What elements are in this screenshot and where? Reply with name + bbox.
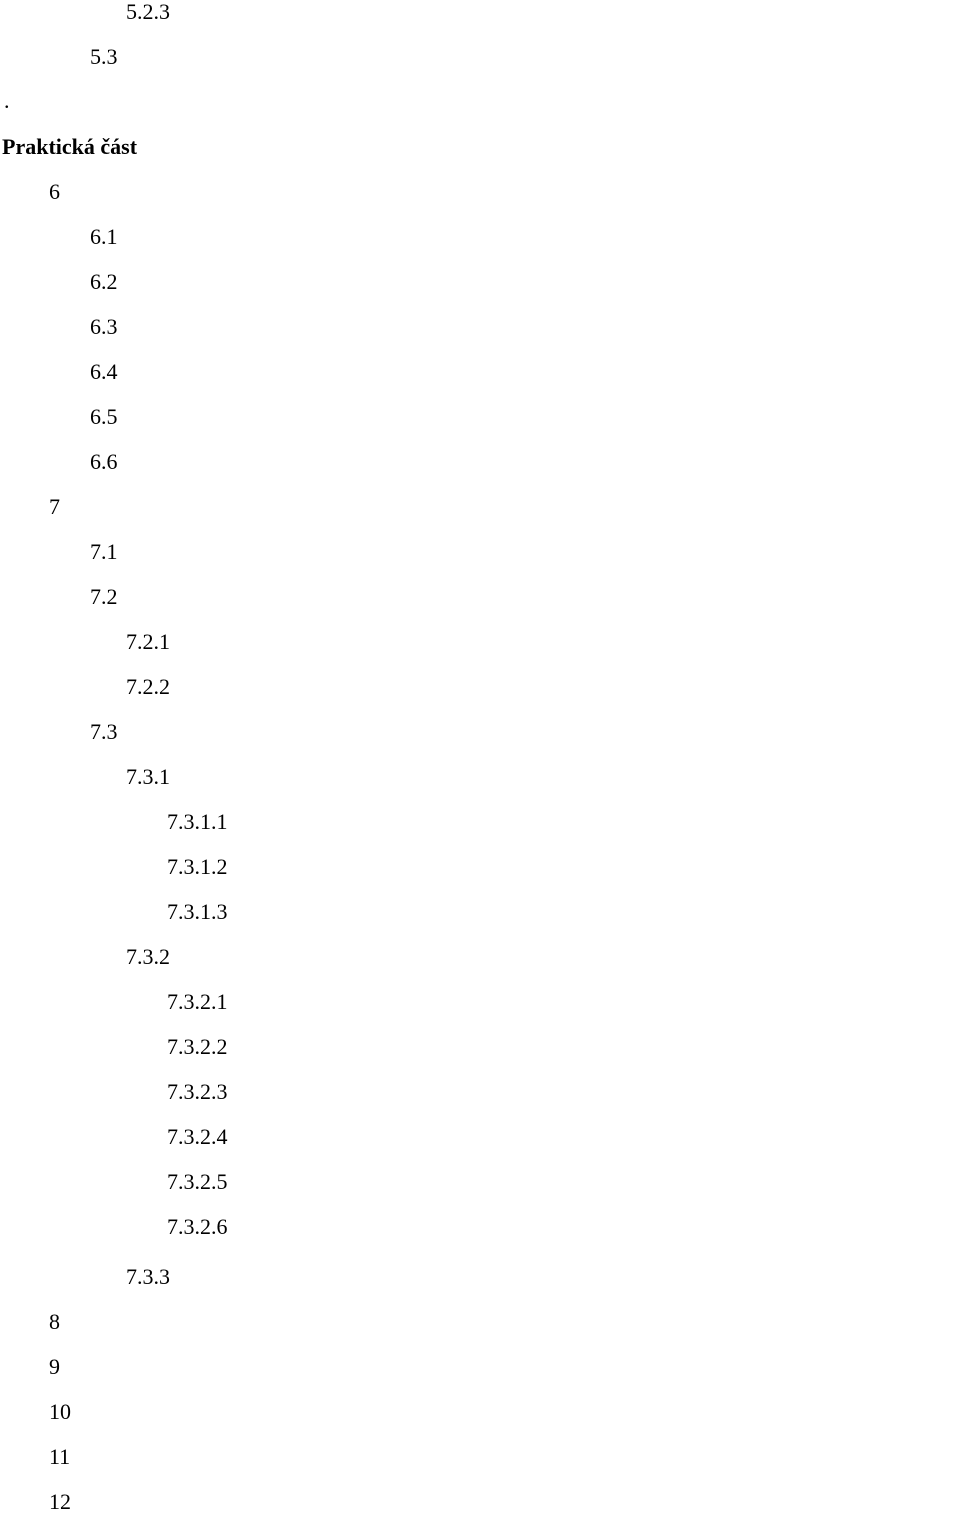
toc-number: 7.3.1.3: [167, 899, 228, 924]
toc-number: 7.1: [90, 539, 118, 564]
toc-entry: [0, 1077, 955, 1107]
toc-entry: [0, 717, 955, 747]
toc-number: 7.2.2: [126, 674, 170, 699]
toc-entry: [0, 312, 955, 342]
toc-entry: [0, 1122, 955, 1152]
toc-entry: [0, 1442, 955, 1472]
toc-entry: [0, 1212, 955, 1242]
toc-entry: [0, 222, 955, 252]
toc-number: 8: [49, 1309, 60, 1334]
toc-number: 7: [49, 494, 60, 519]
toc-number: 7.3.1.2: [167, 854, 228, 879]
toc-number: 7.2.1: [126, 629, 170, 654]
toc-number: 5.3: [90, 44, 118, 69]
stray-dot: [0, 86, 60, 116]
toc-entry: [0, 942, 955, 972]
toc-number: 7.3.2.1: [167, 989, 228, 1014]
toc-entry: [0, 1352, 955, 1382]
toc-number: 11: [49, 1444, 71, 1469]
toc-number: 7.3.2.3: [167, 1079, 228, 1104]
toc-number: 6.5: [90, 404, 118, 429]
toc-entry: [0, 852, 955, 882]
toc-number: 7.3.2: [126, 944, 170, 969]
toc-number: 6.4: [90, 359, 118, 384]
toc-number: 7.3.1: [126, 764, 170, 789]
toc-number: 7.3: [90, 719, 118, 744]
toc-number: 7.3.2.5: [167, 1169, 228, 1194]
toc-entry: [0, 807, 955, 837]
toc-number: 10: [49, 1399, 71, 1424]
toc-entry: [0, 447, 955, 477]
toc-entry: [0, 672, 955, 702]
toc-entry: [0, 537, 955, 567]
toc-entry: [0, 762, 955, 792]
toc-number: 6.6: [90, 449, 118, 474]
toc-entry: [0, 897, 955, 927]
toc-entry: [0, 1397, 955, 1427]
toc-entry: [0, 1487, 955, 1517]
toc-heading: Praktická část: [2, 134, 138, 159]
toc-number: 12: [49, 1489, 71, 1514]
toc-number: 7.3.2.4: [167, 1124, 228, 1149]
toc-entry: [0, 357, 955, 387]
toc-entry: [0, 177, 955, 207]
toc-entry: [0, 627, 955, 657]
toc-entry: [0, 1262, 955, 1292]
toc-entry: [0, 582, 955, 612]
toc-number: 6.3: [90, 314, 118, 339]
toc-number: 7.3.1.1: [167, 809, 228, 834]
toc-number: 6.1: [90, 224, 118, 249]
toc-number: 7.2: [90, 584, 118, 609]
toc-title: .: [4, 88, 10, 113]
toc-number: 5.2.3: [126, 0, 170, 24]
toc-entry: [0, 1167, 955, 1197]
toc-number: 7.3.2.6: [167, 1214, 228, 1239]
toc-number: 7.3.3: [126, 1264, 170, 1289]
toc-entry: [0, 42, 955, 72]
section-heading: [0, 132, 400, 162]
toc-number: 7.3.2.2: [167, 1034, 228, 1059]
toc-number: 9: [49, 1354, 60, 1379]
toc-entry: [0, 0, 955, 27]
toc-entry: [0, 987, 955, 1017]
toc-entry: [0, 492, 955, 522]
toc-number: 6.2: [90, 269, 118, 294]
toc-entry: [0, 267, 955, 297]
toc-entry: [0, 1032, 955, 1062]
toc-number: 6: [49, 179, 60, 204]
toc-entry: [0, 402, 955, 432]
toc-entry: [0, 1307, 955, 1337]
